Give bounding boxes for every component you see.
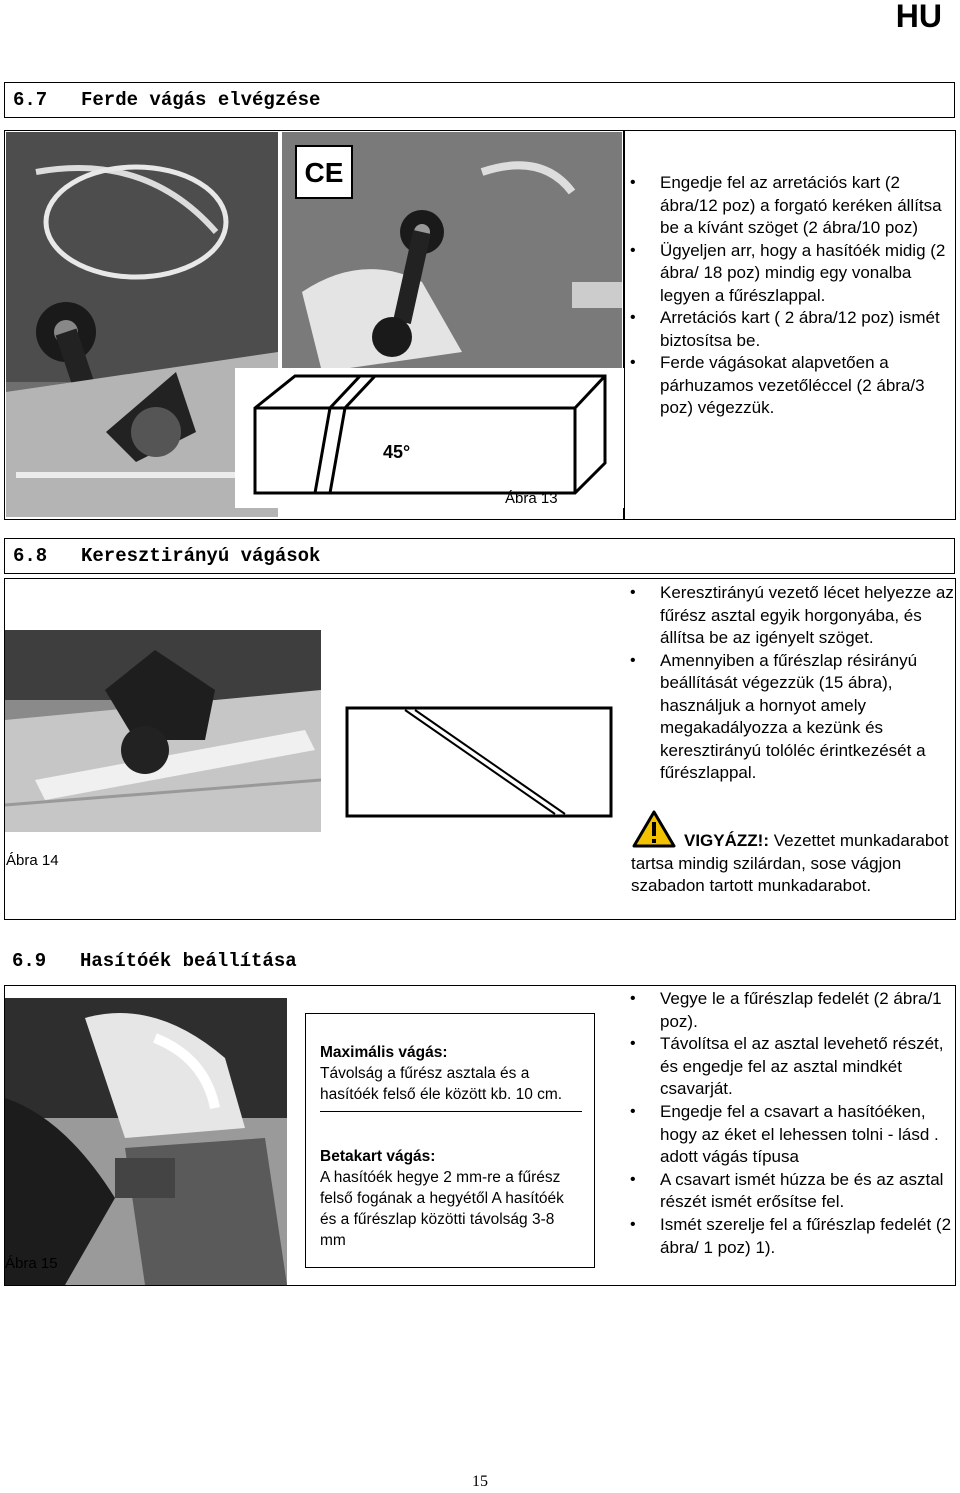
saw-wheel-photo-right (282, 132, 622, 372)
section-title: Keresztirányú vágások (81, 545, 321, 567)
list-item: • Engedje fel a csavart a hasítóéken, hogy az éket el lehessen tolni - lásd . adott vágás típusa (626, 1101, 952, 1169)
max-cut-text: Távolság a fűrész asztala és a hasítóék felső éle között kb. 10 cm. (320, 1065, 563, 1103)
list-item: • Keresztirányú vezető lécet helyezze az fűrész asztal egyik horgonyába, és állítsa be az igényelt szöget. (626, 582, 956, 650)
list-item: • Vegye le a fűrészlap fedelét (2 ábra/1 poz). (626, 988, 952, 1033)
section-6-7-heading (4, 82, 955, 118)
section-6-7-bullets (626, 172, 952, 420)
figure-13-panel (4, 130, 624, 520)
list-item: • Amennyiben a fűrészlap résirányú beállítását végezzük (15 ábra), használjuk a hornyot amely megakadályozza a kezünk és keresztirányú tolóléc érintkezését a fűrészlappal. (626, 650, 956, 785)
section-title: Hasítóék beállítása (80, 950, 297, 972)
list-item: • Engedje fel az arretációs kart (2 ábra/12 poz) a forgató keréken állítsa be a kívánt szöget (2 ábra/10 poz) (626, 172, 952, 240)
warning-text (631, 830, 949, 898)
crosscut-photo (5, 630, 321, 832)
figure-13-caption: Ábra 13 (505, 490, 558, 507)
section-number: 6.8 (13, 545, 48, 567)
list-item: • Ügyeljen arr, hogy a hasítóék midig (2 ábra/ 18 poz) mindig egy vonalba legyen a fűrészlappal. (626, 240, 952, 308)
list-item: • A csavart ismét húzza be és az asztal részét ismét erősítse fel. (626, 1169, 952, 1214)
section-title: Ferde vágás elvégzése (81, 89, 321, 111)
section-6-9-bullets (626, 988, 952, 1259)
max-cut-title: Maximális vágás: (320, 1044, 448, 1061)
list-item: • Ferde vágásokat alapvetően a párhuzamos vezetőléccel (2 ábra/3 poz) végezzük. (626, 352, 952, 420)
list-item: • Távolítsa el az asztal levehető részét, és engedje fel az asztal mindkét csavarját. (626, 1033, 952, 1101)
list-item: • Ismét szerelje fel a fűrészlap fedelét (2 ábra/ 1 poz) 1). (626, 1214, 952, 1259)
bevel-cut-diagram (235, 368, 625, 508)
section-6-8-heading (4, 538, 955, 574)
section-number: 6.9 (12, 950, 47, 972)
page-number: 15 (472, 1473, 488, 1490)
cut-settings-box (305, 1013, 595, 1268)
language-code: HU (895, 0, 942, 34)
warning-body: Vezettet munkadarabot tartsa mindig szilárdan, sose vágjon szabadon tartott munkadarabot. (631, 831, 949, 895)
divider (320, 1111, 582, 1112)
section-6-9-heading (4, 943, 955, 979)
hidden-cut-title: Betakart vágás: (320, 1148, 436, 1165)
crosscut-diagram (345, 706, 613, 818)
angle-label: 45° (383, 442, 411, 462)
section-number: 6.7 (13, 89, 48, 111)
hidden-cut-text: A hasítóék hegye 2 mm-re a fűrész felső fogának a hegyétől A hasítóék és a fűrészlap közötti távolság 3-8 mm (320, 1169, 564, 1249)
figure-15-caption: Ábra 15 (5, 1255, 58, 1272)
figure-14-caption: Ábra 14 (6, 852, 59, 869)
section-6-8-bullets (626, 582, 956, 785)
riving-knife-photo (5, 998, 287, 1285)
ce-mark: CE (304, 157, 344, 188)
warning-label: VIGYÁZZ!: (684, 831, 769, 850)
list-item: • Arretációs kart ( 2 ábra/12 poz) ismét biztosítsa be. (626, 307, 952, 352)
